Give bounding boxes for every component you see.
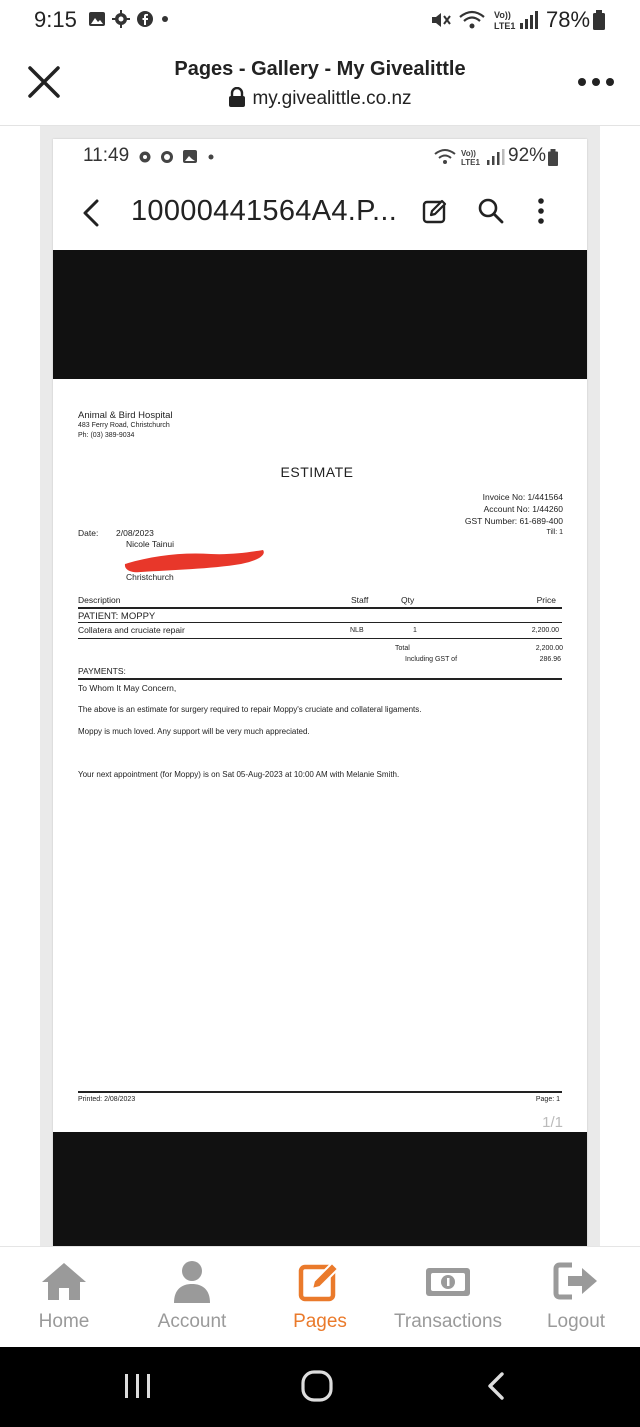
gst-number: GST Number: 61-689-400 [464,516,563,526]
row-staff: NLB [350,627,364,634]
battery-percent: 78% [546,7,591,32]
date-label: Date: [78,528,99,538]
logout-icon [552,1259,600,1303]
gallery-photo[interactable] [53,139,587,1246]
row-qty: 1 [413,627,417,634]
more-vertical-icon [535,197,547,225]
nav-transactions-label: Transactions [393,1311,503,1332]
footer-rule [78,1091,562,1093]
page-count: 1/1 [542,1114,563,1131]
close-icon [24,62,64,102]
photo-battery-text: 92% [508,145,547,166]
gallery-notification-icon [88,10,106,28]
account-number: Account No: 1/44260 [483,504,563,514]
letterbox-top [53,250,587,379]
facebook-notification-icon [136,10,154,28]
bottom-navigation [0,1246,640,1347]
col-header-staff: Staff [351,595,369,605]
status-notification-icons [88,10,170,28]
status-time: 9:15 [34,7,77,32]
nav-logout-label: Logout [546,1311,606,1332]
lock-icon [228,87,246,113]
page-number: Page: 1 [535,1096,560,1103]
photo-filename: 10000441564A4.P... [131,195,398,227]
photo-battery-icon [547,149,559,166]
estimate-document [53,379,587,1132]
settings-notification-icon [112,10,130,28]
money-icon [424,1259,472,1303]
invoice-number: Invoice No: 1/441564 [482,492,563,502]
system-navigation-bar [0,1347,640,1427]
col-header-price: Price [536,595,556,605]
edit-pencil-icon [421,197,449,225]
wifi-icon [458,9,486,31]
gst-value: 286.96 [539,656,561,663]
till-number: Till: 1 [546,529,563,536]
payments-rule [78,678,562,680]
user-icon [168,1259,216,1303]
recent-apps-icon[interactable] [122,1372,154,1400]
date-value: 2/08/2023 [116,528,154,538]
photo-status-icons [137,149,217,165]
nav-home-label: Home [38,1311,90,1332]
row-rule [78,638,562,639]
url-text: my.givealittle.co.nz [252,88,412,109]
col-header-qty: Qty [401,595,415,605]
back-icon[interactable] [484,1371,508,1401]
table-header-rule [78,607,562,609]
total-value: 2,200.00 [535,645,563,652]
appointment-paragraph: Your next appointment (for Moppy) is on Sat 05-Aug-2023 at 10:00 AM with Melanie Smith. [78,770,400,779]
home-icon [40,1259,88,1303]
browser-toolbar [0,40,640,126]
nav-home[interactable] [0,1247,128,1348]
support-paragraph: Moppy is much loved. Any support will be very much appreciated. [78,727,310,736]
url-display[interactable] [100,87,540,113]
greeting-text: To Whom It May Concern, [78,683,177,693]
home-circle-icon[interactable] [300,1369,334,1403]
search-icon [477,197,505,225]
nav-pages[interactable] [256,1247,384,1348]
photo-signal-icons [433,147,505,167]
patient-rule [78,622,562,623]
customer-city: Christchurch [126,572,174,582]
more-horizontal-icon [576,74,616,90]
status-bar [0,0,640,40]
nav-pages-label: Pages [293,1311,347,1332]
mute-icon [430,10,452,30]
payments-label: PAYMENTS: [78,666,126,676]
photo-status-bar [53,139,587,175]
svg-text:LTE1: LTE1 [494,21,516,31]
lte-signal-icon [492,8,540,32]
gst-label: Including GST of [405,656,458,663]
more-options-button[interactable] [576,74,616,90]
row-price: 2,200.00 [531,627,559,634]
patient-name: PATIENT: MOPPY [78,611,156,622]
close-button[interactable] [24,62,64,102]
svg-text:Vo)): Vo)) [461,149,476,158]
nav-account[interactable] [128,1247,256,1348]
nav-transactions[interactable] [384,1247,512,1348]
printed-date: Printed: 2/08/2023 [78,1096,136,1103]
photo-status-time: 11:49 [83,145,130,166]
nav-logout[interactable] [512,1247,640,1348]
row-description: Collatera and cruciate repair [78,625,185,635]
estimate-paragraph: The above is an estimate for surgery required to repair Moppy's cruciate and collateral ligaments. [78,705,422,714]
dot-notification-icon [160,10,170,28]
total-label: Total [395,645,410,652]
hospital-name: Animal & Bird Hospital [78,410,173,421]
nav-account-label: Account [157,1311,227,1332]
hospital-phone: Ph: (03) 389-9034 [78,432,135,439]
hospital-address: 483 Ferry Road, Christchurch [78,422,170,429]
photo-app-bar [53,175,587,250]
estimate-title: ESTIMATE [280,464,354,480]
customer-name: Nicole Tainui [126,539,175,549]
edit-icon [296,1259,344,1303]
back-arrow-icon [81,199,101,227]
col-header-description: Description [78,595,121,605]
page-title: Pages - Gallery - My Givealittle [174,58,466,80]
battery-icon [592,10,606,30]
letterbox-bottom [53,1132,587,1246]
svg-text:LTE1: LTE1 [461,158,480,167]
svg-text:Vo)): Vo)) [494,10,511,20]
